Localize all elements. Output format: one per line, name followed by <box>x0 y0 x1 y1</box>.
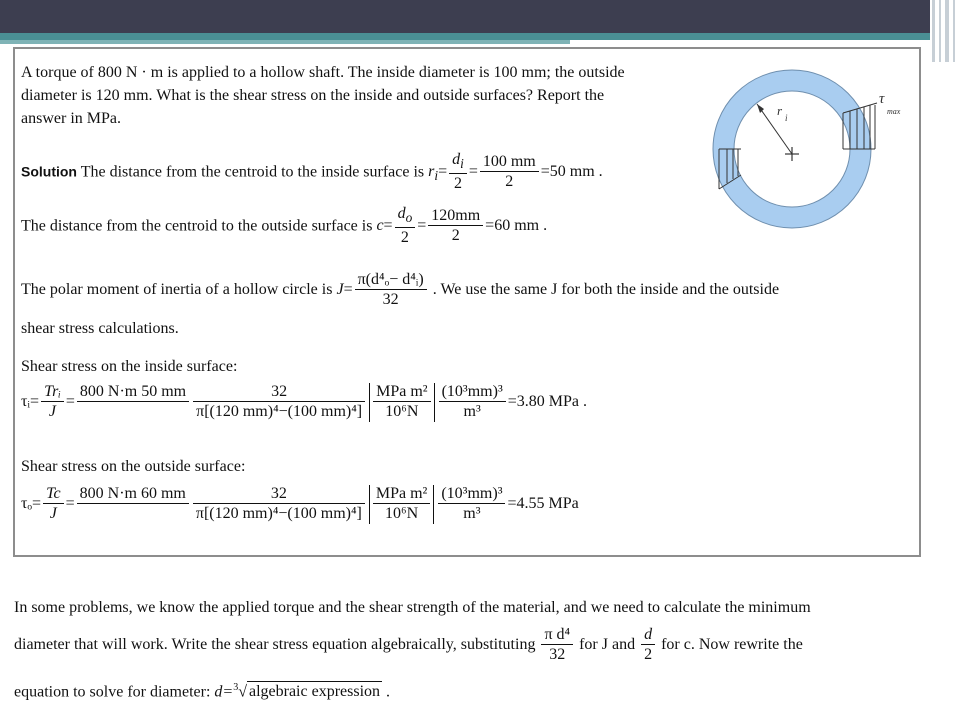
svg-text:max: max <box>887 107 901 116</box>
problem-line-1: A torque of 800 N · m is applied to a hollow shaft. The inside diameter is 100 mm; the outside <box>21 64 625 81</box>
tau-max-label: τ <box>879 91 885 107</box>
svg-text:i: i <box>785 113 788 123</box>
accent-stripe-light <box>0 40 570 44</box>
problem-line-2: diameter is 120 mm. What is the shear stress on the inside and outside surfaces? Report the <box>21 87 605 104</box>
ri-equation: $r_i=$ $\frac{d_i}{2}$ = $\frac{100 mm}{2}$ =50 mm . <box>428 151 603 193</box>
solution-line <box>21 151 603 194</box>
solution-text: The distance from the centroid to the inside surface is <box>80 163 425 181</box>
title-bar <box>0 0 930 33</box>
bottom-line-3: equation to solve for diameter: d=$^3$√ algebraic expression . <box>14 682 391 701</box>
c-equation: c= $\frac{d_o}{2}$ = $\frac{120mm}{2}$ =60 mm . <box>376 205 548 247</box>
polar-moment-line-2: shear stress calculations. <box>21 320 179 337</box>
inside-heading: Shear stress on the inside surface: <box>21 358 238 375</box>
solution-panel <box>13 47 921 557</box>
bottom-line-2: diameter that will work. Write the shear stress equation algebraically, substituting $\frac{\text{π d⁴}}{32}$ for J and $\frac{d}{2}$ for c. Now rewrite the <box>14 626 803 663</box>
inside-equation: τᵢ= $\frac{\text{Trᵢ}}{J}$ = 800 N·m 50 mm $\frac{32}{\text{π[(120 mm)⁴−(100 mm)⁴]}}$ $\frac{\text{MPa m²}}{\text{10⁶N}}$ $\frac{\text{(10³mm)³}}{\text{m³}}$ =3.80 MPa . <box>21 383 587 420</box>
outside-equation: τₒ= $\frac{Tc}{J}$ = 800 N·m 60 mm $\frac{32}{\text{π[(120 mm)⁴−(100 mm)⁴]}}$ $\frac{\text{MPa m²}}{\text{10⁶N}}$ $\frac{\text{(10³mm)³}}{\text{m³}}$ =4.55 MPa <box>21 485 579 522</box>
j-equation: J= $\frac{\text{π(d⁴ₒ− d⁴ᵢ)}}{32}$ <box>336 281 432 298</box>
problem-line-3: answer in MPa. <box>21 110 121 127</box>
solution-label: Solution <box>21 163 77 180</box>
polar-moment-line: The polar moment of inertia of a hollow circle is J= $\frac{\text{π(d⁴ₒ− d⁴ᵢ)}}{32}$ . We use the same J for both the inside and the outside <box>21 271 780 308</box>
hollow-shaft-diagram <box>705 57 905 257</box>
corner-decoration <box>930 0 960 62</box>
ri-label: r <box>777 103 783 118</box>
accent-stripe <box>0 33 930 40</box>
bottom-line-1: In some problems, we know the applied torque and the shear strength of the material, and we need to calculate the minimum <box>14 599 811 616</box>
outside-heading: Shear stress on the outside surface: <box>21 458 246 475</box>
outside-distance-line: The distance from the centroid to the outside surface is c= $\frac{d_o}{2}$ = $\frac{120mm}{2}$ =60 mm . <box>21 205 548 247</box>
